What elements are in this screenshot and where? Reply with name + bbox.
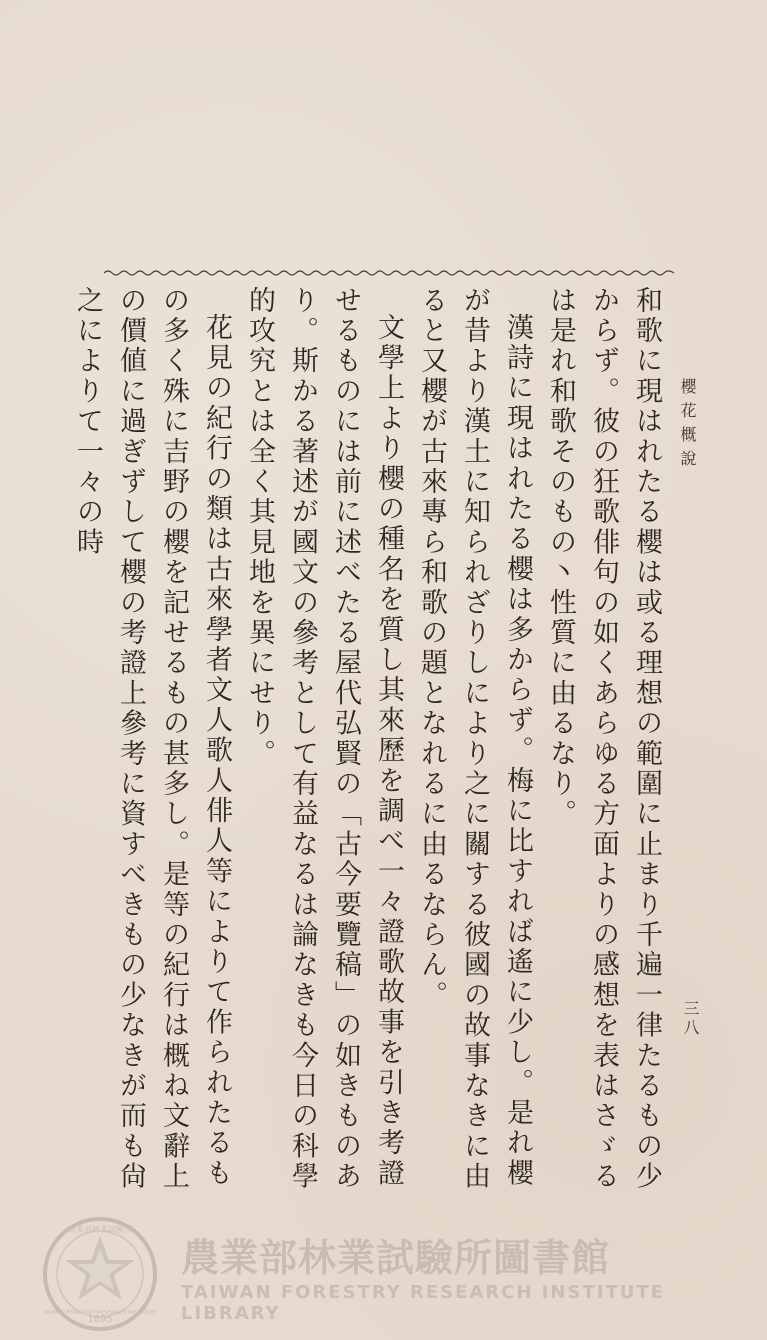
library-footer [0, 1200, 767, 1340]
seal-top-text: 農業部林業試驗所 [68, 1225, 132, 1234]
library-name-en: TAIWAN FORESTRY RESEARCH INSTITUTE LIBRARY [181, 1282, 665, 1324]
paragraph: 文學上より櫻の種名を質し其來歷を調べ一々證歌故事を引き考證せるものには前に述べたる屋代弘賢の「古今要覽稿」の如きものあり。斯かる著述が國文の參考として有益なるは論なきも今日の科學的攻究とは全く其見地を異にせり。 [244, 286, 404, 1192]
body-text [72, 286, 668, 1206]
page-number: 三八 [681, 1000, 700, 1038]
paragraph: 花見の紀行の類は古來學者文人歌人俳人等によりて作られたるもの多く殊に吉野の櫻を記せるもの甚多し。是等の紀行は概ね文辭上の價値に過ぎずして櫻の考證上參考に資すべきもの少なきが而も尙之によりて一々の時 [72, 286, 232, 1193]
library-seal-icon [40, 1214, 160, 1334]
seal-bottom-text: TAIWAN FORESTRY RESEARCH INSTITUTE [43, 1310, 157, 1316]
paragraph: 和歌に現はれたる櫻は或る理想の範圍に止まり千遍一律たるもの少からず。彼の狂歌俳句の如くあらゆる方面よりの感想を表はさゞるは是れ和歌そのもの丶性質に由るなり。 [545, 286, 662, 1193]
seal-year: 1895 [87, 1314, 113, 1325]
top-wavy-rule [104, 268, 674, 278]
paragraph: 漢詩に現はれたる櫻は多からず。梅に比すれば遙に少し。是れ櫻が昔より漢土に知られざりしにより之に關する彼國の故事なきに由ると又櫻が古來專ら和歌の題となれるに由るならん。 [416, 286, 533, 1192]
library-name-zh: 農業部林業試驗所圖書館 [181, 1236, 611, 1280]
running-head: 櫻花概說 [678, 378, 697, 474]
